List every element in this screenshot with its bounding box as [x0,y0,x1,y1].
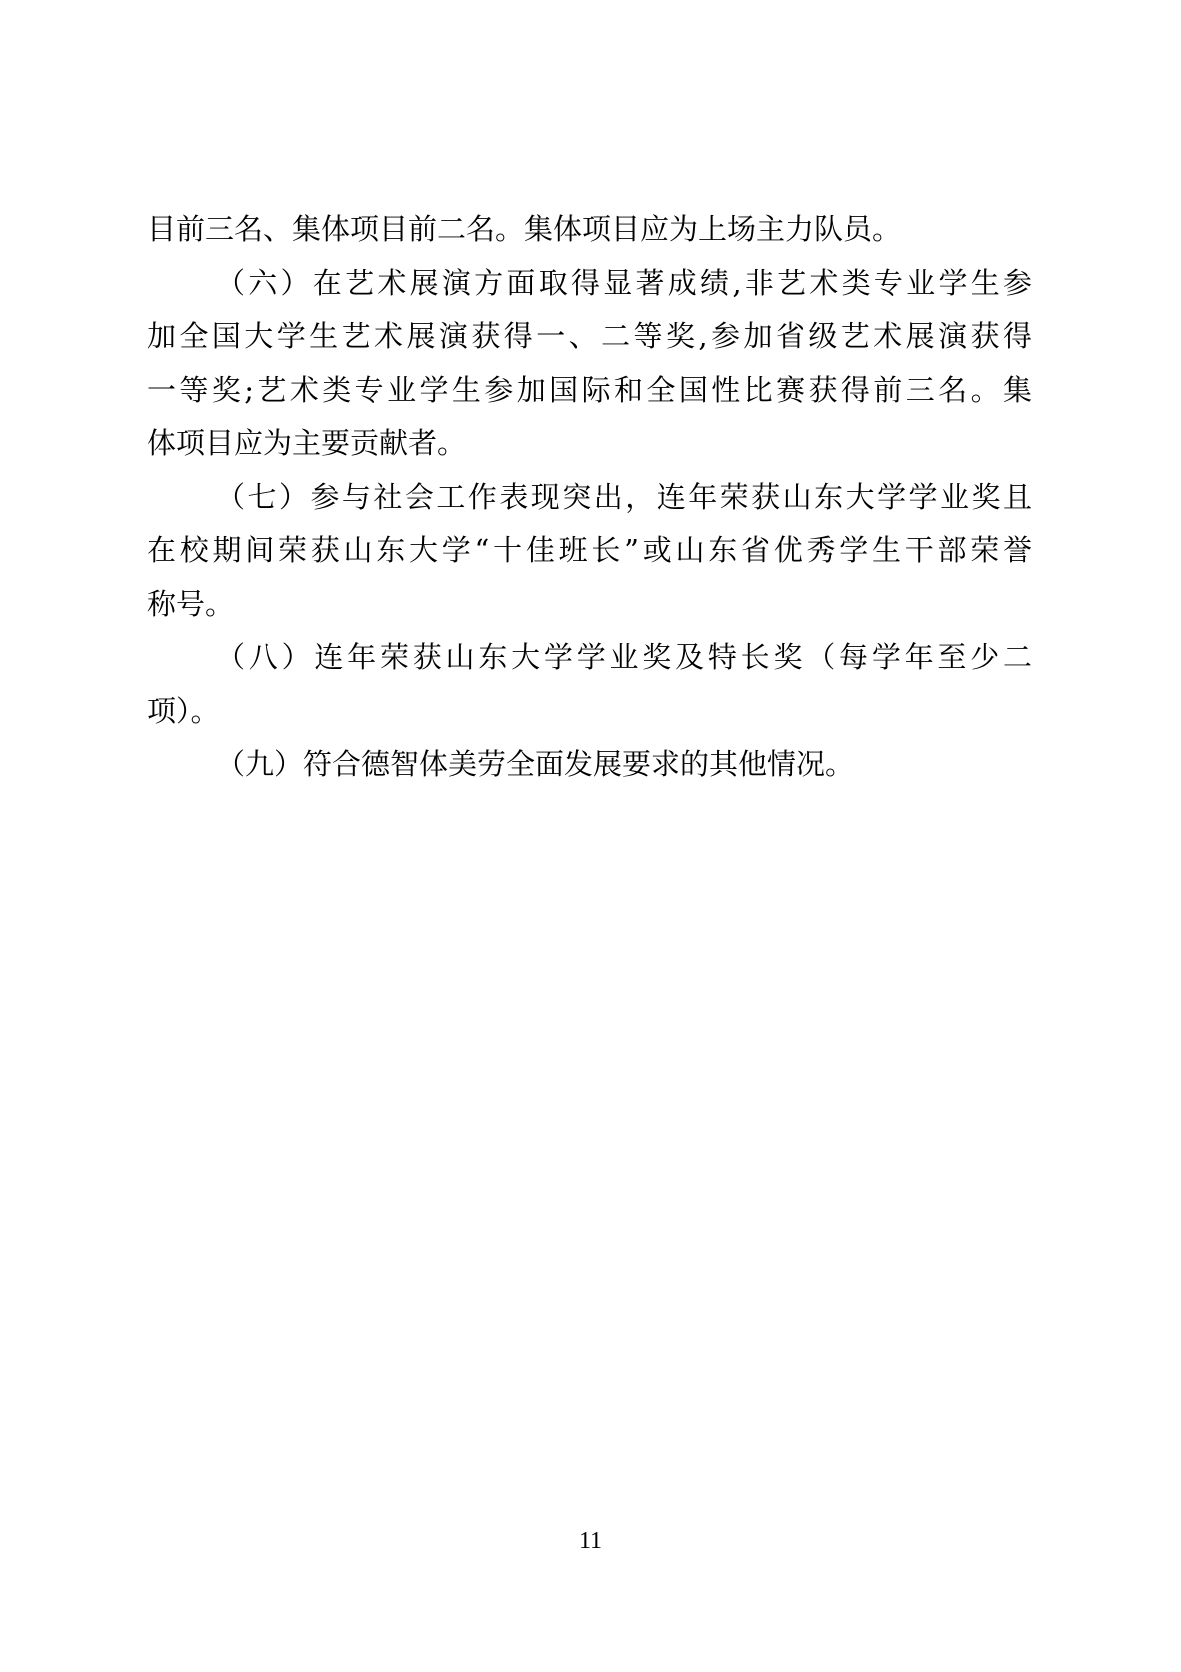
text-line: 体项目应为主要贡献者。 [147,426,467,460]
text-line: 一等奖;艺术类专业学生参加国际和全国性比赛获得前三名。集 [147,372,1032,407]
text-line: 称号。 [147,586,235,621]
text-line: 加全国大学生艺术展演获得一、二等奖,参加省级艺术展演获得 [147,319,1032,353]
text-line: 在校期间荣获山东大学“十佳班长”或山东省优秀学生干部荣誉 [147,533,1032,567]
document-body [147,203,1032,792]
text-line: 目前三名、集体项目前二名。集体项目应为上场主力队员。 [147,212,902,246]
text-line: （九）符合德智体美劳全面发展要求的其他情况。 [216,747,855,781]
text-line: 项）。 [147,693,220,728]
text-line: （八）连年荣获山东大学学业奖及特长奖（每学年至少二 [216,640,1032,674]
text-line: （六）在艺术展演方面取得显著成绩,非艺术类专业学生参 [216,265,1032,300]
page-number: 11 [578,1528,603,1554]
text-line: （七）参与社会工作表现突出，连年荣获山东大学学业奖且 [216,479,1032,514]
